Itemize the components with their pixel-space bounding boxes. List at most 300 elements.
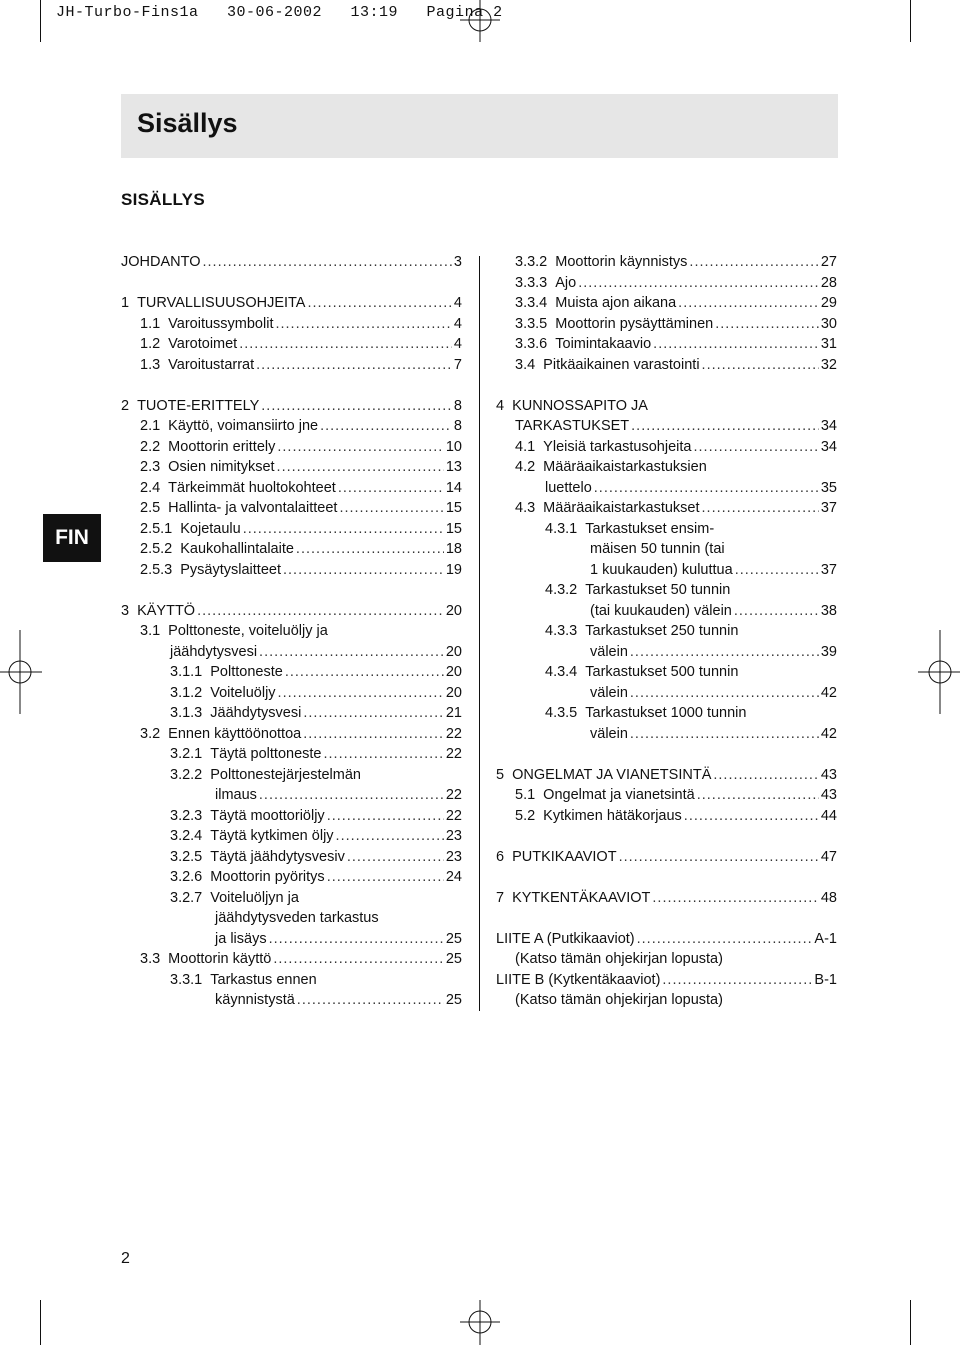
toc-leader-dots (259, 642, 444, 663)
toc-line (496, 273, 837, 294)
toc-entry[interactable] (170, 744, 462, 765)
toc-entry[interactable] (515, 990, 723, 1011)
toc-leader-dots (578, 273, 819, 294)
toc-page-number: A-1 (814, 930, 837, 947)
toc-entry[interactable] (515, 416, 837, 437)
toc-section-title: ONGELMAT JA VIANETSINTÄ (512, 766, 712, 783)
toc-entry[interactable] (515, 273, 837, 294)
toc-line (121, 888, 462, 909)
toc-leader-dots (652, 888, 818, 909)
toc-section-title: välein (590, 684, 628, 701)
toc-line (496, 785, 837, 806)
toc-page-number: 25 (445, 992, 462, 1008)
toc-line (496, 990, 837, 1011)
toc-entry[interactable] (140, 334, 462, 355)
toc-entry[interactable] (496, 970, 837, 991)
toc-leader-dots (715, 314, 819, 335)
toc-page-number: 43 (820, 787, 837, 803)
toc-line (121, 683, 462, 704)
toc-line (121, 560, 462, 581)
toc-line (121, 703, 462, 724)
toc-page-number: 8 (453, 397, 462, 414)
toc-section-title: jäähdytysveden tarkastus (215, 910, 379, 926)
toc-page-number: 22 (445, 746, 462, 762)
crop-mark-bottom-left (40, 1300, 41, 1345)
toc-line (121, 601, 462, 622)
toc-section-number: 1.2 (140, 336, 161, 352)
toc-section-title: PUTKIKAAVIOT (512, 848, 617, 865)
toc-section-number: 1.1 (140, 315, 161, 332)
toc-line (121, 519, 462, 540)
toc-page-number: 20 (445, 643, 462, 660)
toc-line (496, 683, 837, 704)
toc-entry[interactable] (140, 478, 462, 499)
toc-leader-dots (702, 498, 819, 519)
toc-section-title: Osien nimitykset (168, 459, 275, 475)
toc-entry[interactable] (215, 908, 379, 929)
toc-entry[interactable] (545, 519, 714, 540)
toc-section-number: 3.3.4 (515, 295, 548, 311)
toc-section-title: Ajo (555, 274, 577, 291)
toc-leader-dots (662, 970, 812, 991)
toc-section-number: 4.3.1 (545, 520, 578, 537)
toc-line (121, 478, 462, 499)
toc-line (121, 457, 462, 478)
toc-entry[interactable] (515, 437, 837, 458)
toc-line (121, 539, 462, 560)
toc-leader-dots (303, 703, 444, 724)
toc-section-title: Määräaikaistarkastukset (543, 500, 700, 516)
toc-section-number: 3.1.1 (170, 664, 203, 680)
toc-entry[interactable] (170, 970, 317, 991)
toc-line (121, 252, 462, 273)
toc-entry[interactable] (515, 457, 707, 478)
toc-leader-dots (637, 929, 813, 950)
toc-section-title: ilmaus (215, 787, 257, 803)
toc-entry[interactable] (515, 314, 837, 335)
toc-leader-dots (347, 847, 444, 868)
toc-entry[interactable] (170, 662, 462, 683)
toc-page-number: 39 (820, 643, 837, 660)
toc-line (121, 806, 462, 827)
toc-line (121, 765, 462, 786)
toc-line (496, 580, 837, 601)
toc-line (496, 703, 837, 724)
toc-page-number: 14 (445, 479, 462, 496)
toc-leader-dots (702, 355, 819, 376)
toc-leader-dots (735, 560, 819, 581)
toc-section-title: Pysäytyslaitteet (180, 561, 281, 578)
toc-entry[interactable] (121, 252, 462, 273)
toc-section-title: TURVALLISUUSOHJEITA (137, 295, 306, 311)
toc-entry[interactable] (140, 724, 462, 745)
toc-section-title: Tarkastukset 50 tunnin (585, 582, 731, 598)
toc-entry[interactable] (140, 355, 462, 376)
toc-entry[interactable] (590, 642, 837, 663)
toc-section-title: Moottorin pyöritys (210, 869, 325, 885)
toc-line (496, 765, 837, 786)
crop-mark-top-left (40, 0, 41, 42)
toc-line (496, 252, 837, 273)
toc-line (121, 949, 462, 970)
toc-entry[interactable] (140, 416, 462, 437)
toc-section-number: 3.2.7 (170, 889, 203, 906)
registration-mark-left (0, 630, 42, 714)
toc-entry[interactable] (590, 601, 837, 622)
toc-line (496, 929, 837, 950)
toc-entry[interactable] (170, 683, 462, 704)
toc-line (496, 642, 837, 663)
toc-section-number: 3.3.1 (170, 971, 203, 988)
toc-line (496, 949, 837, 970)
toc-leader-dots (269, 929, 444, 950)
toc-leader-dots (324, 744, 444, 765)
toc-page-number: 23 (445, 848, 462, 865)
toc-section-number: 3.4 (515, 356, 536, 373)
toc-section-title: jäähdytysvesi (170, 643, 258, 660)
toc-entry[interactable] (215, 990, 462, 1011)
toc-section-number: 3.2.1 (170, 746, 203, 762)
toc-section-title: KÄYTTÖ (137, 602, 196, 619)
toc-line (121, 847, 462, 868)
toc-entry[interactable] (121, 396, 462, 417)
toc-line (496, 416, 837, 437)
toc-section-title: Moottorin käyttö (168, 951, 272, 967)
toc-line (496, 498, 837, 519)
toc-entry[interactable] (515, 806, 837, 827)
toc-line (496, 806, 837, 827)
toc-entry[interactable] (515, 498, 837, 519)
toc-leader-dots (594, 478, 819, 499)
toc-entry[interactable] (590, 539, 725, 560)
toc-line (496, 519, 837, 540)
toc-section-number: 7 (496, 889, 505, 906)
toc-entry[interactable] (496, 888, 837, 909)
toc-entry[interactable] (140, 519, 462, 540)
toc-section-number: 2.4 (140, 479, 161, 496)
toc-section-number: 3.2 (140, 725, 161, 742)
toc-section-number: 4.3.2 (545, 582, 578, 598)
toc-line (496, 396, 837, 417)
toc-section-title: LIITE A (Putkikaaviot) (496, 930, 635, 947)
toc-entry[interactable] (496, 847, 837, 868)
toc-page-number: B-1 (814, 971, 837, 988)
toc-page-number: 27 (820, 254, 837, 270)
toc-leader-dots (277, 457, 444, 478)
toc-page-number: 22 (445, 725, 462, 742)
toc-entry[interactable] (545, 662, 738, 683)
page-title: Sisällys (137, 108, 238, 138)
toc-line (496, 539, 837, 560)
toc-section-number: 3.2.2 (170, 766, 203, 783)
toc-entry[interactable] (545, 478, 837, 499)
toc-section-title: Varoitussymbolit (168, 315, 274, 332)
toc-leader-dots (697, 785, 819, 806)
toc-line (121, 437, 462, 458)
toc-section-title: mäisen 50 tunnin (tai (590, 541, 725, 557)
toc-section-number: 3.2.6 (170, 869, 203, 885)
toc-section-number: 6 (496, 848, 505, 865)
toc-line (121, 621, 462, 642)
toc-entry[interactable] (170, 765, 361, 786)
toc-section-number: 3.2.4 (170, 828, 203, 844)
toc-entry[interactable] (140, 314, 462, 335)
toc-page-number: 34 (820, 438, 837, 455)
toc-entry[interactable] (170, 806, 462, 827)
toc-section-number: 3.1 (140, 623, 161, 639)
toc-line (496, 847, 837, 868)
toc-entry[interactable] (515, 949, 723, 970)
toc-page-number: 35 (820, 479, 837, 496)
toc-page-number: 7 (453, 356, 462, 373)
toc-line (121, 416, 462, 437)
toc-section-title: Moottorin erittely (168, 438, 276, 455)
toc-leader-dots (630, 683, 819, 704)
toc-entry[interactable] (545, 703, 746, 724)
toc-entry[interactable] (545, 580, 730, 601)
toc-section-title: Hallinta- ja valvontalaitteet (168, 500, 338, 516)
toc-entry[interactable] (170, 847, 462, 868)
toc-page-number: 4 (453, 295, 462, 311)
toc-section-number: 1.3 (140, 356, 161, 373)
title-banner (121, 94, 838, 158)
toc-leader-dots (307, 293, 451, 314)
toc-leader-dots (713, 765, 818, 786)
toc-line (496, 314, 837, 335)
toc-section-number: 2.3 (140, 459, 161, 475)
toc-page-number: 28 (820, 274, 837, 291)
print-slug-header: JH-Turbo-Fins1a 30-06-2002 13:19 Pagina 2 (56, 4, 503, 21)
toc-line (121, 724, 462, 745)
toc-entry[interactable] (590, 560, 837, 581)
toc-page-number: 18 (445, 541, 462, 557)
toc-line (121, 498, 462, 519)
toc-section-title: 1 kuukauden) kuluttua (590, 561, 733, 578)
toc-line (496, 478, 837, 499)
toc-section-title: TUOTE-ERITTELY (137, 397, 260, 414)
toc-entry[interactable] (170, 703, 462, 724)
toc-section-number: 3.3 (140, 951, 161, 967)
toc-section-title: Moottorin pysäyttäminen (555, 315, 714, 332)
toc-section-number: 3.1.3 (170, 705, 203, 721)
toc-section-title: TARKASTUKSET (515, 418, 630, 434)
toc-section-number: 3.3.6 (515, 336, 548, 352)
toc-section-title: Moottorin käynnistys (555, 254, 688, 270)
toc-leader-dots (678, 293, 819, 314)
toc-line (496, 457, 837, 478)
toc-leader-dots (239, 334, 452, 355)
toc-leader-dots (303, 724, 444, 745)
toc-page-number: 31 (820, 336, 837, 352)
toc-page-number: 37 (820, 500, 837, 516)
toc-section-title: Tarkastukset 1000 tunnin (585, 705, 747, 721)
toc-entry[interactable] (140, 539, 462, 560)
toc-entry[interactable] (215, 785, 462, 806)
toc-section-title: Tärkeimmät huoltokohteet (168, 479, 336, 496)
toc-section-number: 2.5.1 (140, 520, 173, 537)
toc-page-number: 48 (820, 889, 837, 906)
toc-right-column (496, 252, 837, 1011)
toc-leader-dots (336, 826, 444, 847)
toc-page-number: 22 (445, 807, 462, 824)
toc-section-number: 4.3 (515, 500, 536, 516)
toc-entry[interactable] (121, 601, 462, 622)
toc-section-number: 4.3.4 (545, 664, 578, 680)
toc-entry[interactable] (170, 867, 462, 888)
toc-section-title: luettelo (545, 479, 592, 496)
toc-line (121, 293, 462, 314)
toc-page-number: 4 (453, 336, 462, 352)
toc-entry[interactable] (496, 396, 648, 417)
toc-line (496, 724, 837, 745)
toc-section-title: Kytkimen hätäkorjaus (543, 807, 682, 824)
toc-leader-dots (283, 560, 444, 581)
toc-section-number: 3.3.3 (515, 274, 548, 291)
toc-entry[interactable] (515, 355, 837, 376)
toc-page-number: 34 (820, 418, 837, 434)
toc-line (121, 785, 462, 806)
toc-section-title: Käyttö, voimansiirto jne (168, 418, 319, 434)
toc-section-number: 4.3.3 (545, 623, 578, 639)
toc-page-number: 20 (445, 602, 462, 619)
toc-line (496, 334, 837, 355)
toc-entry[interactable] (140, 949, 462, 970)
toc-leader-dots (684, 806, 819, 827)
toc-section-number: 2.5.3 (140, 561, 173, 578)
toc-entry[interactable] (170, 642, 462, 663)
toc-section-number: 4.2 (515, 459, 536, 475)
toc-entry[interactable] (515, 252, 837, 273)
toc-section-number: 5.2 (515, 807, 536, 824)
toc-page-number: 15 (445, 520, 462, 537)
toc-page-number: 42 (820, 725, 837, 742)
toc-line (496, 560, 837, 581)
toc-line (121, 970, 462, 991)
toc-leader-dots (273, 949, 444, 970)
toc-leader-dots (259, 785, 444, 806)
toc-entry[interactable] (140, 457, 462, 478)
toc-section-title: Varotoimet (168, 336, 238, 352)
toc-section-title: KUNNOSSAPITO JA (512, 397, 648, 414)
toc-page-number: 13 (445, 459, 462, 475)
toc-entry[interactable] (496, 765, 837, 786)
toc-entry[interactable] (170, 888, 299, 909)
toc-section-title: Täytä moottoriöljy (210, 807, 325, 824)
toc-section-number: 3.2.3 (170, 807, 203, 824)
toc-section-title: Polttoneste, voiteluöljy ja (168, 623, 328, 639)
toc-line (121, 396, 462, 417)
toc-entry[interactable] (140, 621, 328, 642)
toc-section-number: 1 (121, 295, 130, 311)
toc-section-title: käynnistystä (215, 992, 295, 1008)
toc-entry[interactable] (121, 293, 462, 314)
toc-section-title: ja lisäys (215, 930, 267, 947)
toc-section-title: Tarkastukset ensim- (585, 520, 715, 537)
column-divider (479, 256, 480, 1011)
toc-section-title: Kaukohallintalaite (180, 541, 294, 557)
toc-section-number: 2.1 (140, 418, 161, 434)
toc-section-title: Jäähdytysvesi (210, 705, 302, 721)
toc-entry[interactable] (215, 929, 462, 950)
toc-section-title: (Katso tämän ohjekirjan lopusta) (515, 992, 723, 1008)
toc-leader-dots (619, 847, 819, 868)
toc-section-title: Voiteluöljy (210, 684, 276, 701)
toc-page-number: 43 (820, 766, 837, 783)
toc-leader-dots (327, 806, 444, 827)
toc-page-number: 25 (445, 930, 462, 947)
toc-entry[interactable] (545, 621, 738, 642)
toc-leader-dots (653, 334, 819, 355)
toc-leader-dots (297, 990, 444, 1011)
toc-section-number: 5.1 (515, 787, 536, 803)
toc-entry[interactable] (496, 929, 837, 950)
toc-entry[interactable] (140, 498, 462, 519)
toc-leader-dots (630, 642, 819, 663)
toc-section-title: JOHDANTO (121, 254, 201, 270)
toc-entry[interactable] (515, 334, 837, 355)
toc-line (496, 970, 837, 991)
toc-page-number: 30 (820, 315, 837, 332)
toc-page-number: 20 (445, 664, 462, 680)
toc-leader-dots (320, 416, 452, 437)
toc-entry[interactable] (590, 724, 837, 745)
toc-page-number: 15 (445, 500, 462, 516)
toc-section-number: 2.2 (140, 438, 161, 455)
toc-section-title: Varoitustarrat (168, 356, 255, 373)
toc-leader-dots (277, 437, 444, 458)
toc-section-number: 3 (121, 602, 130, 619)
toc-section-title: Tarkastukset 500 tunnin (585, 664, 739, 680)
toc-line (121, 908, 462, 929)
toc-line (121, 334, 462, 355)
toc-page-number: 3 (453, 254, 462, 270)
toc-section-number: 3.2.5 (170, 848, 203, 865)
toc-line (496, 662, 837, 683)
toc-line (496, 888, 837, 909)
page-number: 2 (121, 1250, 130, 1267)
toc-line (496, 293, 837, 314)
toc-leader-dots (285, 662, 444, 683)
toc-page-number: 44 (820, 807, 837, 824)
toc-section-title: Voiteluöljyn ja (210, 889, 299, 906)
toc-page-number: 22 (445, 787, 462, 803)
toc-leader-dots (278, 683, 444, 704)
toc-section-title: välein (590, 643, 628, 660)
toc-line (121, 990, 462, 1011)
toc-page-number: 32 (820, 356, 837, 373)
toc-section-title: Polttonestejärjestelmän (210, 766, 361, 783)
language-tab: FIN (43, 514, 101, 562)
toc-leader-dots (338, 478, 444, 499)
toc-entry[interactable] (515, 785, 837, 806)
toc-line (121, 826, 462, 847)
toc-leader-dots (203, 252, 452, 273)
toc-line (496, 601, 837, 622)
toc-section-title: Täytä polttoneste (210, 746, 322, 762)
toc-section-number: 4.3.5 (545, 705, 578, 721)
toc-section-title: Pitkäaikainen varastointi (543, 356, 700, 373)
toc-entry[interactable] (170, 826, 462, 847)
toc-entry[interactable] (140, 437, 462, 458)
toc-page-number: 21 (445, 705, 462, 721)
toc-entry[interactable] (590, 683, 837, 704)
toc-entry[interactable] (140, 560, 462, 581)
toc-entry[interactable] (515, 293, 837, 314)
toc-section-title: Kojetaulu (180, 520, 241, 537)
toc-leader-dots (630, 724, 819, 745)
toc-line (121, 314, 462, 335)
toc-section-title: Tarkastukset 250 tunnin (585, 623, 739, 639)
